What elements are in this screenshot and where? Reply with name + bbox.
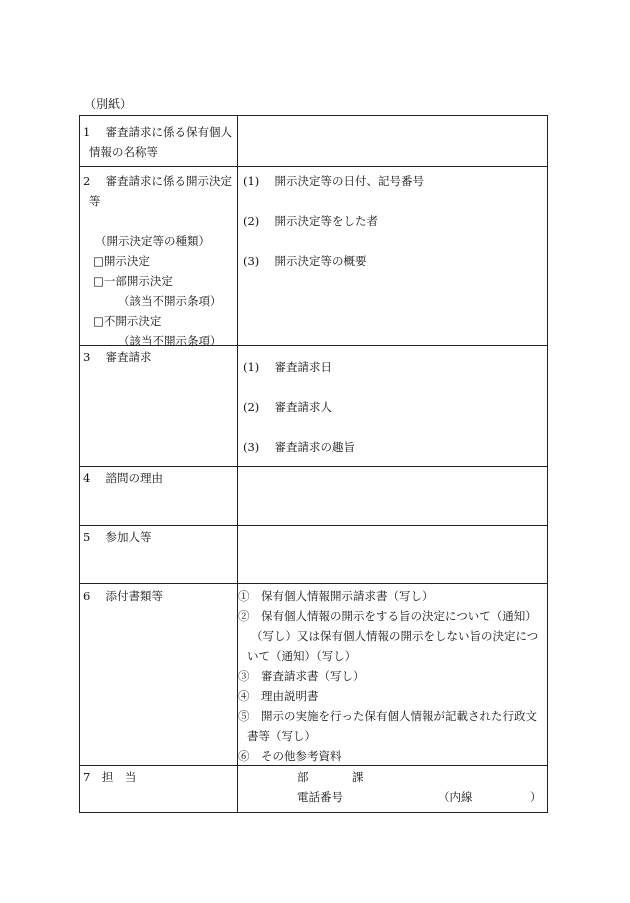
row-participants <box>80 526 548 584</box>
row-1-value-cell[interactable] <box>238 116 548 167</box>
row-4-value-cell[interactable] <box>238 467 548 526</box>
decision-item-2: (2) 開示決定等をした者 <box>243 214 378 228</box>
attachment-line-1: ① 保有個人情報開示請求書（写し） <box>238 589 434 603</box>
row-6-value-cell <box>238 584 548 766</box>
row-1-label-line-1: 1 審査請求に係る保有個人 <box>83 125 232 139</box>
review-item-1: (1) 審査請求日 <box>243 360 332 374</box>
row-5-label-cell <box>80 526 238 584</box>
option-nondisclosure: □不開示決定 <box>93 314 162 328</box>
annex-label: （別紙） <box>84 97 133 111</box>
row-7-label: 7 担 当 <box>83 770 137 784</box>
row-2-value-cell <box>238 167 548 346</box>
attachment-line-2: ② 保有個人情報の開示をする旨の決定について（通知） <box>238 609 537 623</box>
row-review-request <box>80 346 548 467</box>
row-1-label-line-2: 情報の名称等 <box>89 145 158 159</box>
row-3-value-cell <box>238 346 548 467</box>
attachment-line-3: （写し）又は保有個人情報の開示をしない旨の決定につ <box>251 629 539 643</box>
contact-section: 課 <box>352 770 364 784</box>
contact-extension: （内線 ） <box>438 790 542 804</box>
row-5-label: 5 参加人等 <box>83 530 152 544</box>
row-disclosure-decision <box>80 167 548 346</box>
row-7-label-cell <box>80 766 238 813</box>
attachment-line-9: ⑥ その他参考資料 <box>238 749 342 763</box>
row-attachments <box>80 584 548 766</box>
row-2-label-line-1: 2 審査請求に係る開示決定 <box>83 174 232 188</box>
nondisclosure-clause: （該当不開示条項） <box>118 334 222 348</box>
row-4-label-cell <box>80 467 238 526</box>
row-personal-info-name <box>80 116 548 167</box>
review-item-3: (3) 審査請求の趣旨 <box>243 440 355 454</box>
row-4-label: 4 諮問の理由 <box>83 471 163 485</box>
row-6-label: 6 添付書類等 <box>83 589 163 603</box>
attachment-line-6: ④ 理由説明書 <box>238 689 319 703</box>
row-1-label-cell <box>80 116 238 167</box>
row-2-label-cell <box>80 167 238 346</box>
attachment-line-8: 書等（写し） <box>247 729 316 743</box>
attachment-line-4: いて（通知）（写し） <box>247 649 357 663</box>
row-2-label-line-2: 等 <box>89 194 101 208</box>
option-partial-disclosure: □一部開示決定 <box>93 274 173 288</box>
consultation-form-table <box>79 115 548 813</box>
row-3-label: 3 審査請求 <box>83 350 152 364</box>
attachment-line-7: ⑤ 開示の実施を行った保有個人情報が記載された行政文 <box>238 709 537 723</box>
review-item-2: (2) 審査請求人 <box>243 400 332 414</box>
decision-item-1: (1) 開示決定等の日付、記号番号 <box>243 174 424 188</box>
option-disclosure: □開示決定 <box>93 254 150 268</box>
decision-item-3: (3) 開示決定等の概要 <box>243 254 367 268</box>
row-7-value-cell <box>238 766 548 813</box>
decision-kind-heading: （開示決定等の種類） <box>95 234 210 248</box>
row-3-label-cell <box>80 346 238 467</box>
row-contact-person <box>80 766 548 813</box>
attachment-line-5: ③ 審査請求書（写し） <box>238 669 365 683</box>
row-6-label-cell <box>80 584 238 766</box>
row-consultation-reason <box>80 467 548 526</box>
row-5-value-cell[interactable] <box>238 526 548 584</box>
partial-nondisclosure-clause: （該当不開示条項） <box>118 294 222 308</box>
contact-department: 部 <box>297 770 309 784</box>
contact-phone-label: 電話番号 <box>297 790 343 804</box>
